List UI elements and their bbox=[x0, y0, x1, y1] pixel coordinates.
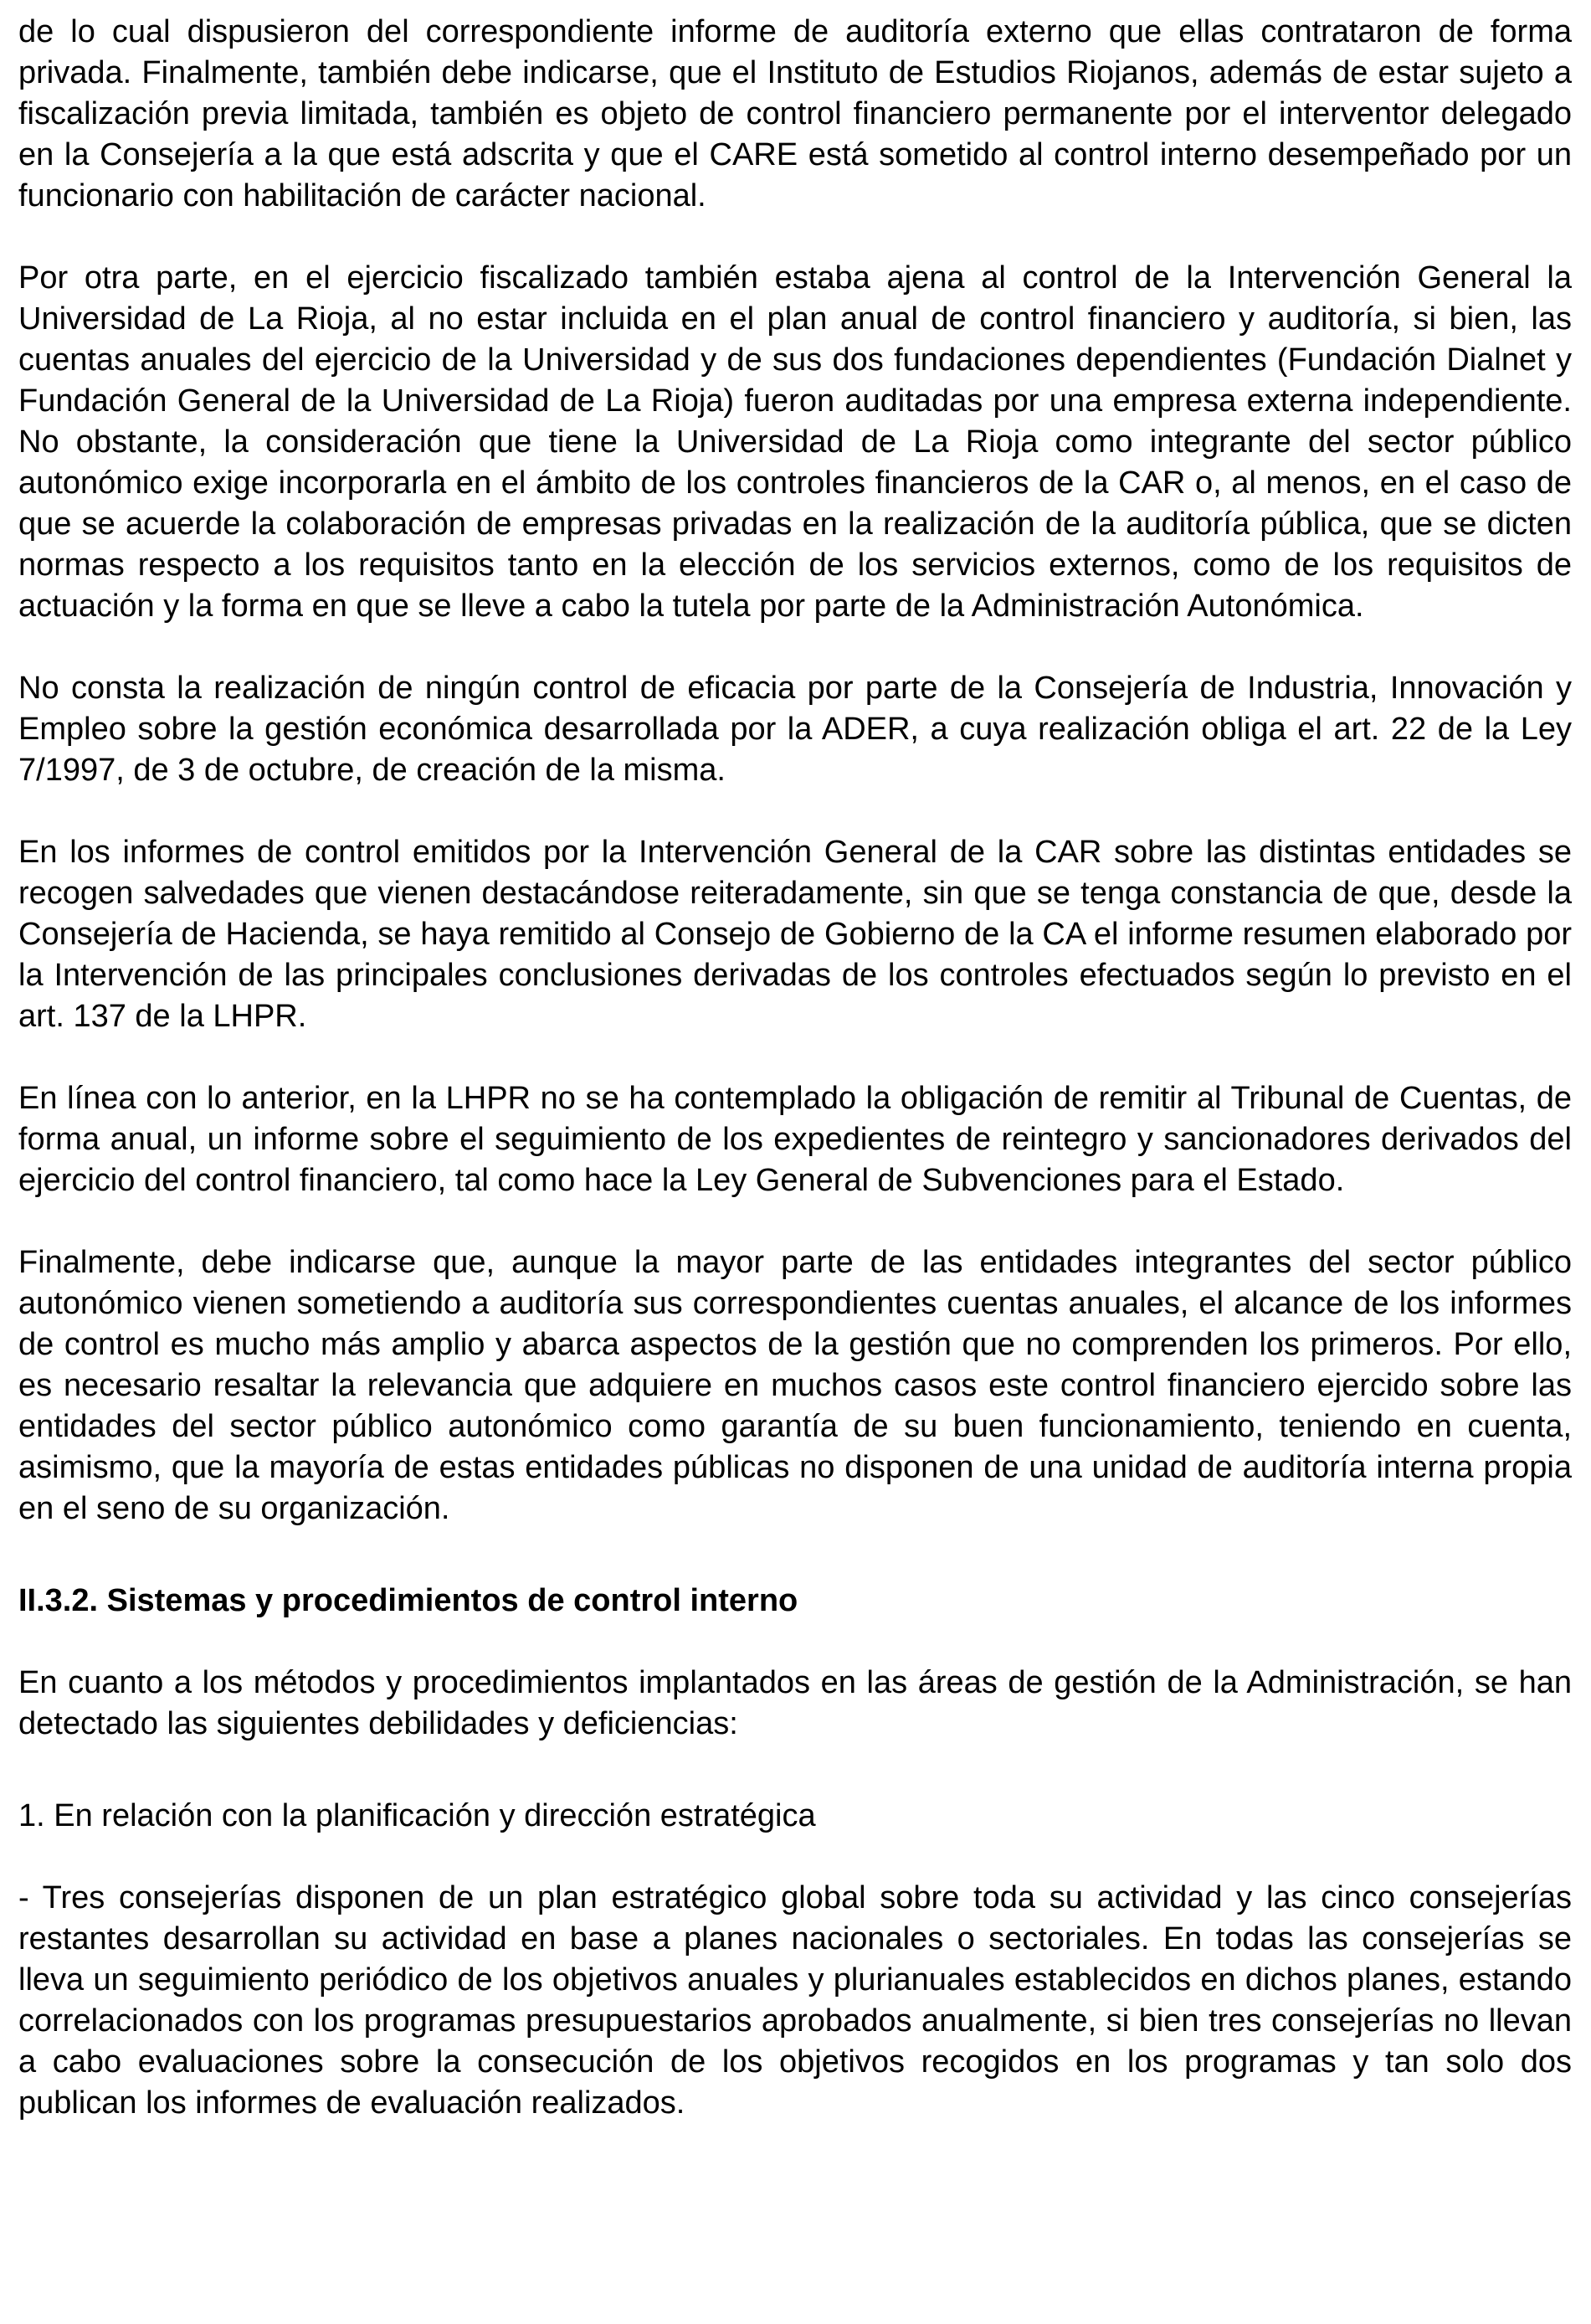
subsection-heading: 1. En relación con la planificación y dirección estratégica bbox=[18, 1798, 816, 1833]
paragraph-university-control: Por otra parte, en el ejercicio fiscalizado también estaba ajena al control de la Intervención General la Universidad de La Rioja, al no estar incluida en el plan anual de control financiero y auditoría, si bien, las cuentas anuales del ejercicio de la Universidad y de sus dos fundaciones dependientes (Fundación Dialnet y Fundación General de la Universidad de La Rioja) fueron auditadas por una empresa externa independiente. No obstante, la consideración que tiene la Universidad de La Rioja como integrante del sector público autonómico exige incorporarla en el ámbito de los controles financieros de la CAR o, al menos, en el caso de que se acuerde la colaboración de empresas privadas en la realización de la auditoría pública, que se dicten normas respecto a los requisitos tanto en la elección de los servicios externos, como de los requisitos de actuación y la forma en que se lleve a cabo la tutela por parte de la Administración Autonómica. bbox=[18, 260, 1572, 624]
paragraph-control-reports: En los informes de control emitidos por la Intervención General de la CAR sobre las distintas entidades se recogen salvedades que vienen destacándose reiteradamente, sin que se tenga constancia de que, desde la Consejería de Hacienda, se haya remitido al Consejo de Gobierno de la CA el informe resumen elaborado por la Intervención de las principales conclusiones derivadas de los controles efectuados según lo previsto en el art. 137 de la LHPR. bbox=[18, 835, 1572, 1034]
paragraph-ader-efficacy: No consta la realización de ningún control de eficacia por parte de la Consejería de Industria, Innovación y Empleo sobre la gestión económica desarrollada por la ADER, a cuya realización obliga el art. 22 de la Ley 7/1997, de 3 de octubre, de creación de la misma. bbox=[18, 671, 1572, 788]
paragraph-lhpr-obligation: En línea con lo anterior, en la LHPR no se ha contemplado la obligación de remitir al Tribunal de Cuentas, de forma anual, un informe sobre el seguimiento de los expedientes de reintegro y sancionadores derivados del ejercicio del control financiero, tal como hace la Ley General de Subvenciones para el Estado. bbox=[18, 1081, 1572, 1198]
section-heading: II.3.2. Sistemas y procedimientos de control interno bbox=[18, 1583, 798, 1618]
list-item: - Tres consejerías disponen de un plan estratégico global sobre toda su actividad y las cinco consejerías restantes desarrollan su actividad en base a planes nacionales o sectoriales. En todas las consejerías se lleva un seguimiento periódico de los objetivos anuales y plurianuales establecidos en dichos planes, estando correlacionados con los programas presupuestarios aprobados anualmente, si bien tres consejerías no llevan a cabo evaluaciones sobre la consecución de los objetivos recogidos en los programas y tan solo dos publican los informes de evaluación realizados. bbox=[18, 1880, 1572, 2121]
paragraph-external-audit: de lo cual dispusieron del correspondiente informe de auditoría externo que ellas contrataron de forma privada. Finalmente, también debe indicarse, que el Instituto de Estudios Riojanos, además de estar sujeto a fiscalización previa limitada, también es objeto de control financiero permanente por el interventor delegado en la Consejería a la que está adscrita y que el CARE está sometido al control interno desempeñado por un funcionario con habilitación de carácter nacional. bbox=[18, 14, 1572, 213]
paragraph-financial-control-relevance: Finalmente, debe indicarse que, aunque la mayor parte de las entidades integrantes del sector público autonómico vienen sometiendo a auditoría sus correspondientes cuentas anuales, el alcance de los informes de control es mucho más amplio y abarca aspectos de la gestión que no comprenden los primeros. Por ello, es necesario resaltar la relevancia que adquiere en muchos casos este control financiero ejercido sobre las entidades del sector público autonómico como garantía de su buen funcionamiento, teniendo en cuenta, asimismo, que la mayoría de estas entidades públicas no disponen de una unidad de auditoría interna propia en el seno de su organización. bbox=[18, 1245, 1572, 1526]
section-intro: En cuanto a los métodos y procedimientos implantados en las áreas de gestión de la Administración, se han detectado las siguientes debilidades y deficiencias: bbox=[18, 1665, 1572, 1741]
page-body bbox=[18, 12, 1572, 2124]
